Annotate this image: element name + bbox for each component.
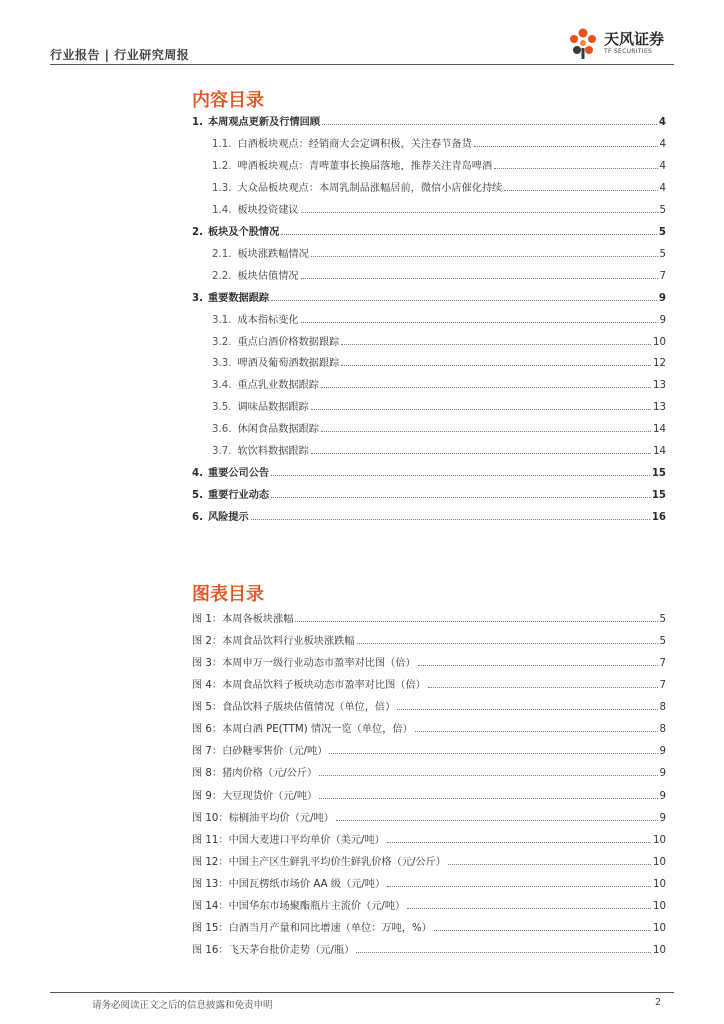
figure-entry[interactable] xyxy=(192,832,666,846)
dot-leader xyxy=(271,299,657,301)
toc-entry-title: 重要行业动态 xyxy=(207,490,270,501)
figure-entry-page: 9 xyxy=(659,813,666,824)
dot-leader xyxy=(319,774,657,776)
dot-leader xyxy=(319,797,657,799)
toc-entry[interactable] xyxy=(212,268,666,282)
dot-leader xyxy=(336,819,658,821)
figure-entry[interactable] xyxy=(192,721,666,735)
figure-entry-title: 图 1：本周各板块涨幅 xyxy=(192,614,294,625)
figure-entry-page: 10 xyxy=(653,923,666,934)
figure-entry-title: 图 5：食品饮料子版块估值情况（单位，倍） xyxy=(192,702,396,713)
dot-leader xyxy=(434,929,651,931)
toc-entry-title: 啤酒及葡萄酒数据跟踪 xyxy=(237,358,340,369)
toc-entry[interactable] xyxy=(192,487,666,501)
toc-entry[interactable] xyxy=(212,136,666,150)
toc-entry-title: 软饮料数据跟踪 xyxy=(237,446,309,457)
figure-entry-title: 图 13：中国瓦楞纸市场价 AA 级（元/吨） xyxy=(192,879,386,890)
toc-entry[interactable] xyxy=(212,443,666,457)
toc-entry-page: 15 xyxy=(651,468,666,479)
contents-title: 内容目录 xyxy=(192,90,264,111)
figure-entry-page: 10 xyxy=(653,879,666,890)
toc-entry-title: 成本指标变化 xyxy=(237,315,299,326)
toc-entry-number: 2.2. xyxy=(212,271,232,282)
figure-entry-page: 7 xyxy=(659,680,666,691)
dot-leader xyxy=(415,730,658,732)
figure-entry[interactable] xyxy=(192,699,666,713)
dot-leader xyxy=(321,430,651,432)
dot-leader xyxy=(341,364,651,366)
figure-entry-title: 图 9：大豆现货价（元/吨） xyxy=(192,791,318,802)
figure-entry[interactable] xyxy=(192,677,666,691)
figure-entry[interactable] xyxy=(192,854,666,868)
toc-entry-number: 3.2. xyxy=(212,337,232,348)
toc-entry-number: 3.1. xyxy=(212,315,232,326)
figure-entry-page: 9 xyxy=(659,768,666,779)
logo-name-cn: 天风证券 xyxy=(604,30,665,48)
dot-leader xyxy=(341,343,651,345)
logo-name-en: TF SECURITIES xyxy=(604,48,653,55)
toc-entry-title: 啤酒板块观点：青啤董事长换届落地，推荐关注青岛啤酒 xyxy=(237,161,493,172)
header-divider xyxy=(50,64,674,65)
dot-leader xyxy=(295,620,657,622)
figure-entry-page: 7 xyxy=(659,658,666,669)
figure-entry-page: 9 xyxy=(659,791,666,802)
dot-leader xyxy=(387,885,651,887)
toc-entry-page: 5 xyxy=(659,205,666,216)
figure-entry-title: 图 15：白酒当月产量和同比增速（单位：万吨，%） xyxy=(192,923,432,934)
toc-entry[interactable] xyxy=(212,399,666,413)
toc-entry-title: 大众品板块观点：本周乳制品涨幅居前，微信小店催化持续 xyxy=(237,183,503,194)
dot-leader xyxy=(504,189,657,191)
toc-entry-page: 13 xyxy=(653,402,666,413)
figure-entry[interactable] xyxy=(192,876,666,890)
figure-entry-title: 图 12：中国主产区生鲜乳平均价生鲜乳价格（元/公斤） xyxy=(192,857,446,868)
figure-entry[interactable] xyxy=(192,633,666,647)
toc-entry[interactable] xyxy=(192,290,666,304)
figure-entry[interactable] xyxy=(192,743,666,757)
figure-entry-page: 10 xyxy=(653,857,666,868)
figure-entry[interactable] xyxy=(192,898,666,912)
toc-entry-title: 重要数据跟踪 xyxy=(207,293,270,304)
company-logo xyxy=(566,24,686,64)
toc-entry-page: 10 xyxy=(653,337,666,348)
dot-leader xyxy=(418,664,658,666)
dot-leader xyxy=(329,752,657,754)
toc-entry-title: 本周观点更新及行情回顾 xyxy=(207,117,321,128)
toc-entry-page: 9 xyxy=(658,293,666,304)
dot-leader xyxy=(387,841,651,843)
dot-leader xyxy=(301,321,658,323)
dot-leader xyxy=(448,863,651,865)
dot-leader xyxy=(407,907,651,909)
dot-leader xyxy=(301,277,658,279)
figure-entry[interactable] xyxy=(192,788,666,802)
figures-title: 图表目录 xyxy=(192,584,264,605)
toc-entry[interactable] xyxy=(192,224,666,238)
figure-entry-title: 图 16：飞天茅台批价走势（元/瓶） xyxy=(192,945,355,956)
dot-leader xyxy=(357,642,658,644)
figure-entry[interactable] xyxy=(192,810,666,824)
dot-leader xyxy=(356,951,651,953)
figure-entry[interactable] xyxy=(192,655,666,669)
dot-leader xyxy=(301,211,658,213)
toc-entry-page: 16 xyxy=(651,512,666,523)
toc-entry-page: 13 xyxy=(653,380,666,391)
toc-entry-number: 1.2. xyxy=(212,161,232,172)
toc-entry-title: 重点白酒价格数据跟踪 xyxy=(237,337,340,348)
figure-entry-page: 5 xyxy=(659,614,666,625)
toc-entry-title: 白酒板块观点：经销商大会定调积极，关注春节备货 xyxy=(237,139,472,150)
footer-divider xyxy=(50,992,674,993)
flower-logo-icon xyxy=(566,26,600,60)
figure-entry-title: 图 6：本周白酒 PE(TTM) 情况一览（单位，倍） xyxy=(192,724,413,735)
toc-entry[interactable] xyxy=(192,465,666,479)
toc-entry[interactable] xyxy=(212,312,666,326)
figure-entry-title: 图 14：中国华东市场聚酯瓶片主流价（元/吨） xyxy=(192,901,406,912)
toc-entry-number: 3.4. xyxy=(212,380,232,391)
figure-entry-page: 5 xyxy=(659,636,666,647)
toc-entry-title: 板块投资建议 xyxy=(237,205,299,216)
toc-entry-title: 调味品数据跟踪 xyxy=(237,402,309,413)
dot-leader xyxy=(322,123,657,125)
dot-leader xyxy=(271,496,650,498)
toc-entry[interactable] xyxy=(212,355,666,369)
toc-entry-title: 重要公司公告 xyxy=(207,468,270,479)
toc-entry[interactable] xyxy=(212,158,666,172)
toc-entry-page: 4 xyxy=(658,117,666,128)
toc-entry-number: 3.7. xyxy=(212,446,232,457)
toc-entry-title: 重点乳业数据跟踪 xyxy=(237,380,319,391)
figure-entry-title: 图 11：中国大麦进口平均单价（美元/吨） xyxy=(192,835,385,846)
figure-entry-page: 10 xyxy=(653,945,666,956)
toc-entry-page: 9 xyxy=(659,315,666,326)
toc-entry-number: 2. xyxy=(192,227,203,238)
dot-leader xyxy=(494,167,657,169)
figure-entry-title: 图 10：棕榈油平均价（元/吨） xyxy=(192,813,334,824)
figure-entry[interactable] xyxy=(192,765,666,779)
toc-entry-number: 3.5. xyxy=(212,402,232,413)
toc-entry-page: 7 xyxy=(659,271,666,282)
toc-entry-page: 14 xyxy=(653,424,666,435)
dot-leader xyxy=(251,518,650,520)
figure-entry-title: 图 8：猪肉价格（元/公斤） xyxy=(192,768,318,779)
toc-entry-title: 风险提示 xyxy=(207,512,249,523)
toc-entry-page: 4 xyxy=(659,139,666,150)
dot-leader xyxy=(311,408,651,410)
toc-entry-title: 板块估值情况 xyxy=(237,271,299,282)
page-number: 2 xyxy=(655,997,662,1008)
figure-entry-title: 图 7：白砂糖零售价（元/吨） xyxy=(192,746,328,757)
toc-entry-number: 4. xyxy=(192,468,203,479)
toc-entry-page: 5 xyxy=(658,227,666,238)
figure-entry-page: 8 xyxy=(659,724,666,735)
figure-entry[interactable] xyxy=(192,920,666,934)
toc-entry[interactable] xyxy=(212,202,666,216)
toc-entry-page: 15 xyxy=(651,490,666,501)
dot-leader xyxy=(321,386,651,388)
toc-entry-title: 板块涨跌幅情况 xyxy=(237,249,309,260)
toc-entry-number: 1.1. xyxy=(212,139,232,150)
dot-leader xyxy=(428,686,658,688)
toc-entry-number: 2.1. xyxy=(212,249,232,260)
dot-leader xyxy=(271,474,650,476)
toc-entry-number: 3.6. xyxy=(212,424,232,435)
dot-leader xyxy=(474,145,658,147)
toc-entry-page: 4 xyxy=(659,161,666,172)
toc-entry[interactable] xyxy=(192,509,666,523)
toc-entry-title: 板块及个股情况 xyxy=(207,227,280,238)
toc-entry-number: 3. xyxy=(192,293,203,304)
toc-entry-number: 1.3. xyxy=(212,183,232,194)
toc-entry[interactable] xyxy=(212,334,666,348)
toc-entry-page: 4 xyxy=(659,183,666,194)
toc-entry-page: 14 xyxy=(653,446,666,457)
figure-entry-title: 图 4：本周食品饮料子板块动态市盈率对比图（倍） xyxy=(192,680,426,691)
toc-entry-title: 休闲食品数据跟踪 xyxy=(237,424,319,435)
figure-entry-title: 图 2：本周食品饮料行业板块涨跌幅 xyxy=(192,636,355,647)
toc-entry-number: 3.3. xyxy=(212,358,232,369)
toc-entry-number: 6. xyxy=(192,512,203,523)
dot-leader xyxy=(311,452,651,454)
disclaimer-text: 请务必阅读正文之后的信息披露和免责申明 xyxy=(92,1000,273,1011)
figure-entry[interactable] xyxy=(192,942,666,956)
figure-entry-page: 10 xyxy=(653,835,666,846)
dot-leader xyxy=(281,233,657,235)
figure-entry-page: 9 xyxy=(659,746,666,757)
toc-entry-page: 5 xyxy=(659,249,666,260)
toc-entry[interactable] xyxy=(192,114,666,128)
toc-entry-number: 5. xyxy=(192,490,203,501)
toc-entry-number: 1.4. xyxy=(212,205,232,216)
toc-entry[interactable] xyxy=(212,180,666,194)
figure-entry-page: 8 xyxy=(659,702,666,713)
toc-entry[interactable] xyxy=(212,421,666,435)
figure-entry[interactable] xyxy=(192,611,666,625)
figure-entry-title: 图 3：本周申万一级行业动态市盈率对比图（倍） xyxy=(192,658,416,669)
toc-entry[interactable] xyxy=(212,246,666,260)
report-type-label: 行业报告 | 行业研究周报 xyxy=(50,48,190,62)
toc-entry-number: 1. xyxy=(192,117,203,128)
toc-entry[interactable] xyxy=(212,377,666,391)
toc-entry-page: 12 xyxy=(653,358,666,369)
dot-leader xyxy=(397,708,657,710)
figure-entry-page: 10 xyxy=(653,901,666,912)
dot-leader xyxy=(311,255,658,257)
